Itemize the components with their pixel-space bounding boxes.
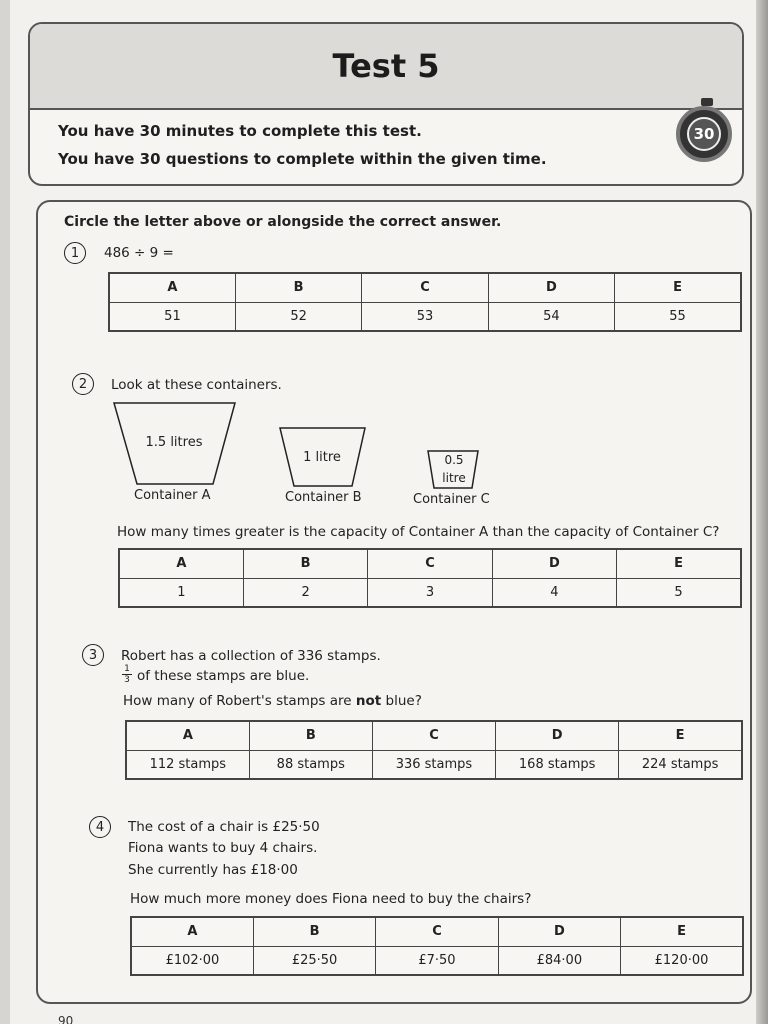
option-letter-d[interactable]: D	[496, 721, 619, 750]
answer-value: 5	[617, 578, 741, 607]
container-c-capacity: 0.5	[444, 453, 464, 467]
answer-value: £7·50	[376, 946, 498, 975]
container-b-label: Container B	[285, 490, 362, 505]
question-4-prompt: How much more money does Fiona need to buy the chairs?	[130, 891, 532, 907]
answer-value: £120·00	[621, 946, 743, 975]
option-letter-b[interactable]: B	[243, 549, 367, 578]
answer-value: 54	[488, 302, 614, 331]
option-letter-e[interactable]: E	[621, 917, 743, 946]
option-letter-e[interactable]: E	[619, 721, 742, 750]
answer-value: 2	[243, 578, 367, 607]
question-4-line-1: The cost of a chair is £25·50	[128, 819, 320, 835]
answer-value: 53	[362, 302, 488, 331]
option-letter-c[interactable]: C	[376, 917, 498, 946]
answer-table-q1	[108, 272, 742, 332]
answer-value: 51	[109, 302, 235, 331]
option-letter-b[interactable]: B	[249, 721, 372, 750]
title-band	[30, 24, 742, 110]
question-number-1: 1	[64, 242, 86, 264]
option-letter-d[interactable]: D	[498, 917, 620, 946]
answer-value: 112 stamps	[126, 750, 249, 779]
question-number-3: 3	[82, 644, 104, 666]
test-title: Test 5	[332, 47, 440, 85]
question-3-line-1: Robert has a collection of 336 stamps.	[121, 648, 381, 664]
answer-value: 52	[235, 302, 361, 331]
answer-table-q4	[130, 916, 744, 976]
fraction-numerator: 1	[124, 664, 130, 674]
question-3-prompt-start: How many of Robert's stamps are	[123, 693, 352, 709]
container-c-unit: litre	[442, 471, 466, 485]
question-count-text: You have 30 questions to complete within the given time.	[58, 150, 547, 168]
option-letter-a[interactable]: A	[131, 917, 253, 946]
answer-value: 224 stamps	[619, 750, 742, 779]
question-4-line-3: She currently has £18·00	[128, 862, 298, 878]
time-limit-text: You have 30 minutes to complete this test.	[58, 122, 422, 140]
container-b-capacity: 1 litre	[303, 450, 341, 465]
page-edge-shadow	[756, 0, 768, 1024]
answer-value: 3	[368, 578, 492, 607]
option-letter-b[interactable]: B	[253, 917, 375, 946]
page-number: 90	[58, 1014, 74, 1024]
question-number-2: 2	[72, 373, 94, 395]
answer-value: 55	[615, 302, 741, 331]
answer-value: £84·00	[498, 946, 620, 975]
answer-value: 88 stamps	[249, 750, 372, 779]
option-letter-d[interactable]: D	[488, 273, 614, 302]
container-a-capacity: 1.5 litres	[145, 435, 203, 450]
answer-value: £25·50	[253, 946, 375, 975]
option-letter-c[interactable]: C	[368, 549, 492, 578]
option-letter-a[interactable]: A	[109, 273, 235, 302]
question-3-line-3	[123, 693, 422, 709]
option-letter-e[interactable]: E	[617, 549, 741, 578]
option-letter-a[interactable]: A	[119, 549, 243, 578]
question-2-prompt: How many times greater is the capacity of Container A than the capacity of Container C?	[117, 524, 720, 540]
answer-table-q2	[118, 548, 742, 608]
option-letter-d[interactable]: D	[492, 549, 616, 578]
question-1-text: 486 ÷ 9 =	[104, 245, 174, 261]
option-letter-c[interactable]: C	[362, 273, 488, 302]
option-letter-c[interactable]: C	[372, 721, 495, 750]
question-3-line-2: of these stamps are blue.	[137, 668, 310, 684]
question-4-line-2: Fiona wants to buy 4 chairs.	[128, 840, 318, 856]
answer-value: 4	[492, 578, 616, 607]
option-letter-a[interactable]: A	[126, 721, 249, 750]
answer-value: 168 stamps	[496, 750, 619, 779]
question-3-emphasis: not	[355, 693, 382, 709]
question-2-text: Look at these containers.	[111, 377, 282, 393]
option-letter-e[interactable]: E	[615, 273, 741, 302]
question-number-4: 4	[89, 816, 111, 838]
one-third-fraction	[122, 664, 132, 685]
answer-value: 1	[119, 578, 243, 607]
container-c-label: Container C	[413, 492, 490, 507]
answer-table-q3	[125, 720, 743, 780]
answer-value: 336 stamps	[372, 750, 495, 779]
option-letter-b[interactable]: B	[235, 273, 361, 302]
stopwatch-icon	[676, 106, 732, 162]
question-3-prompt-end: blue?	[385, 693, 422, 709]
container-a-label: Container A	[134, 488, 211, 503]
fraction-denominator: 3	[122, 674, 132, 685]
instruction-text: Circle the letter above or alongside the correct answer.	[64, 214, 502, 230]
timer-value: 30	[687, 117, 721, 151]
answer-value: £102·00	[131, 946, 253, 975]
